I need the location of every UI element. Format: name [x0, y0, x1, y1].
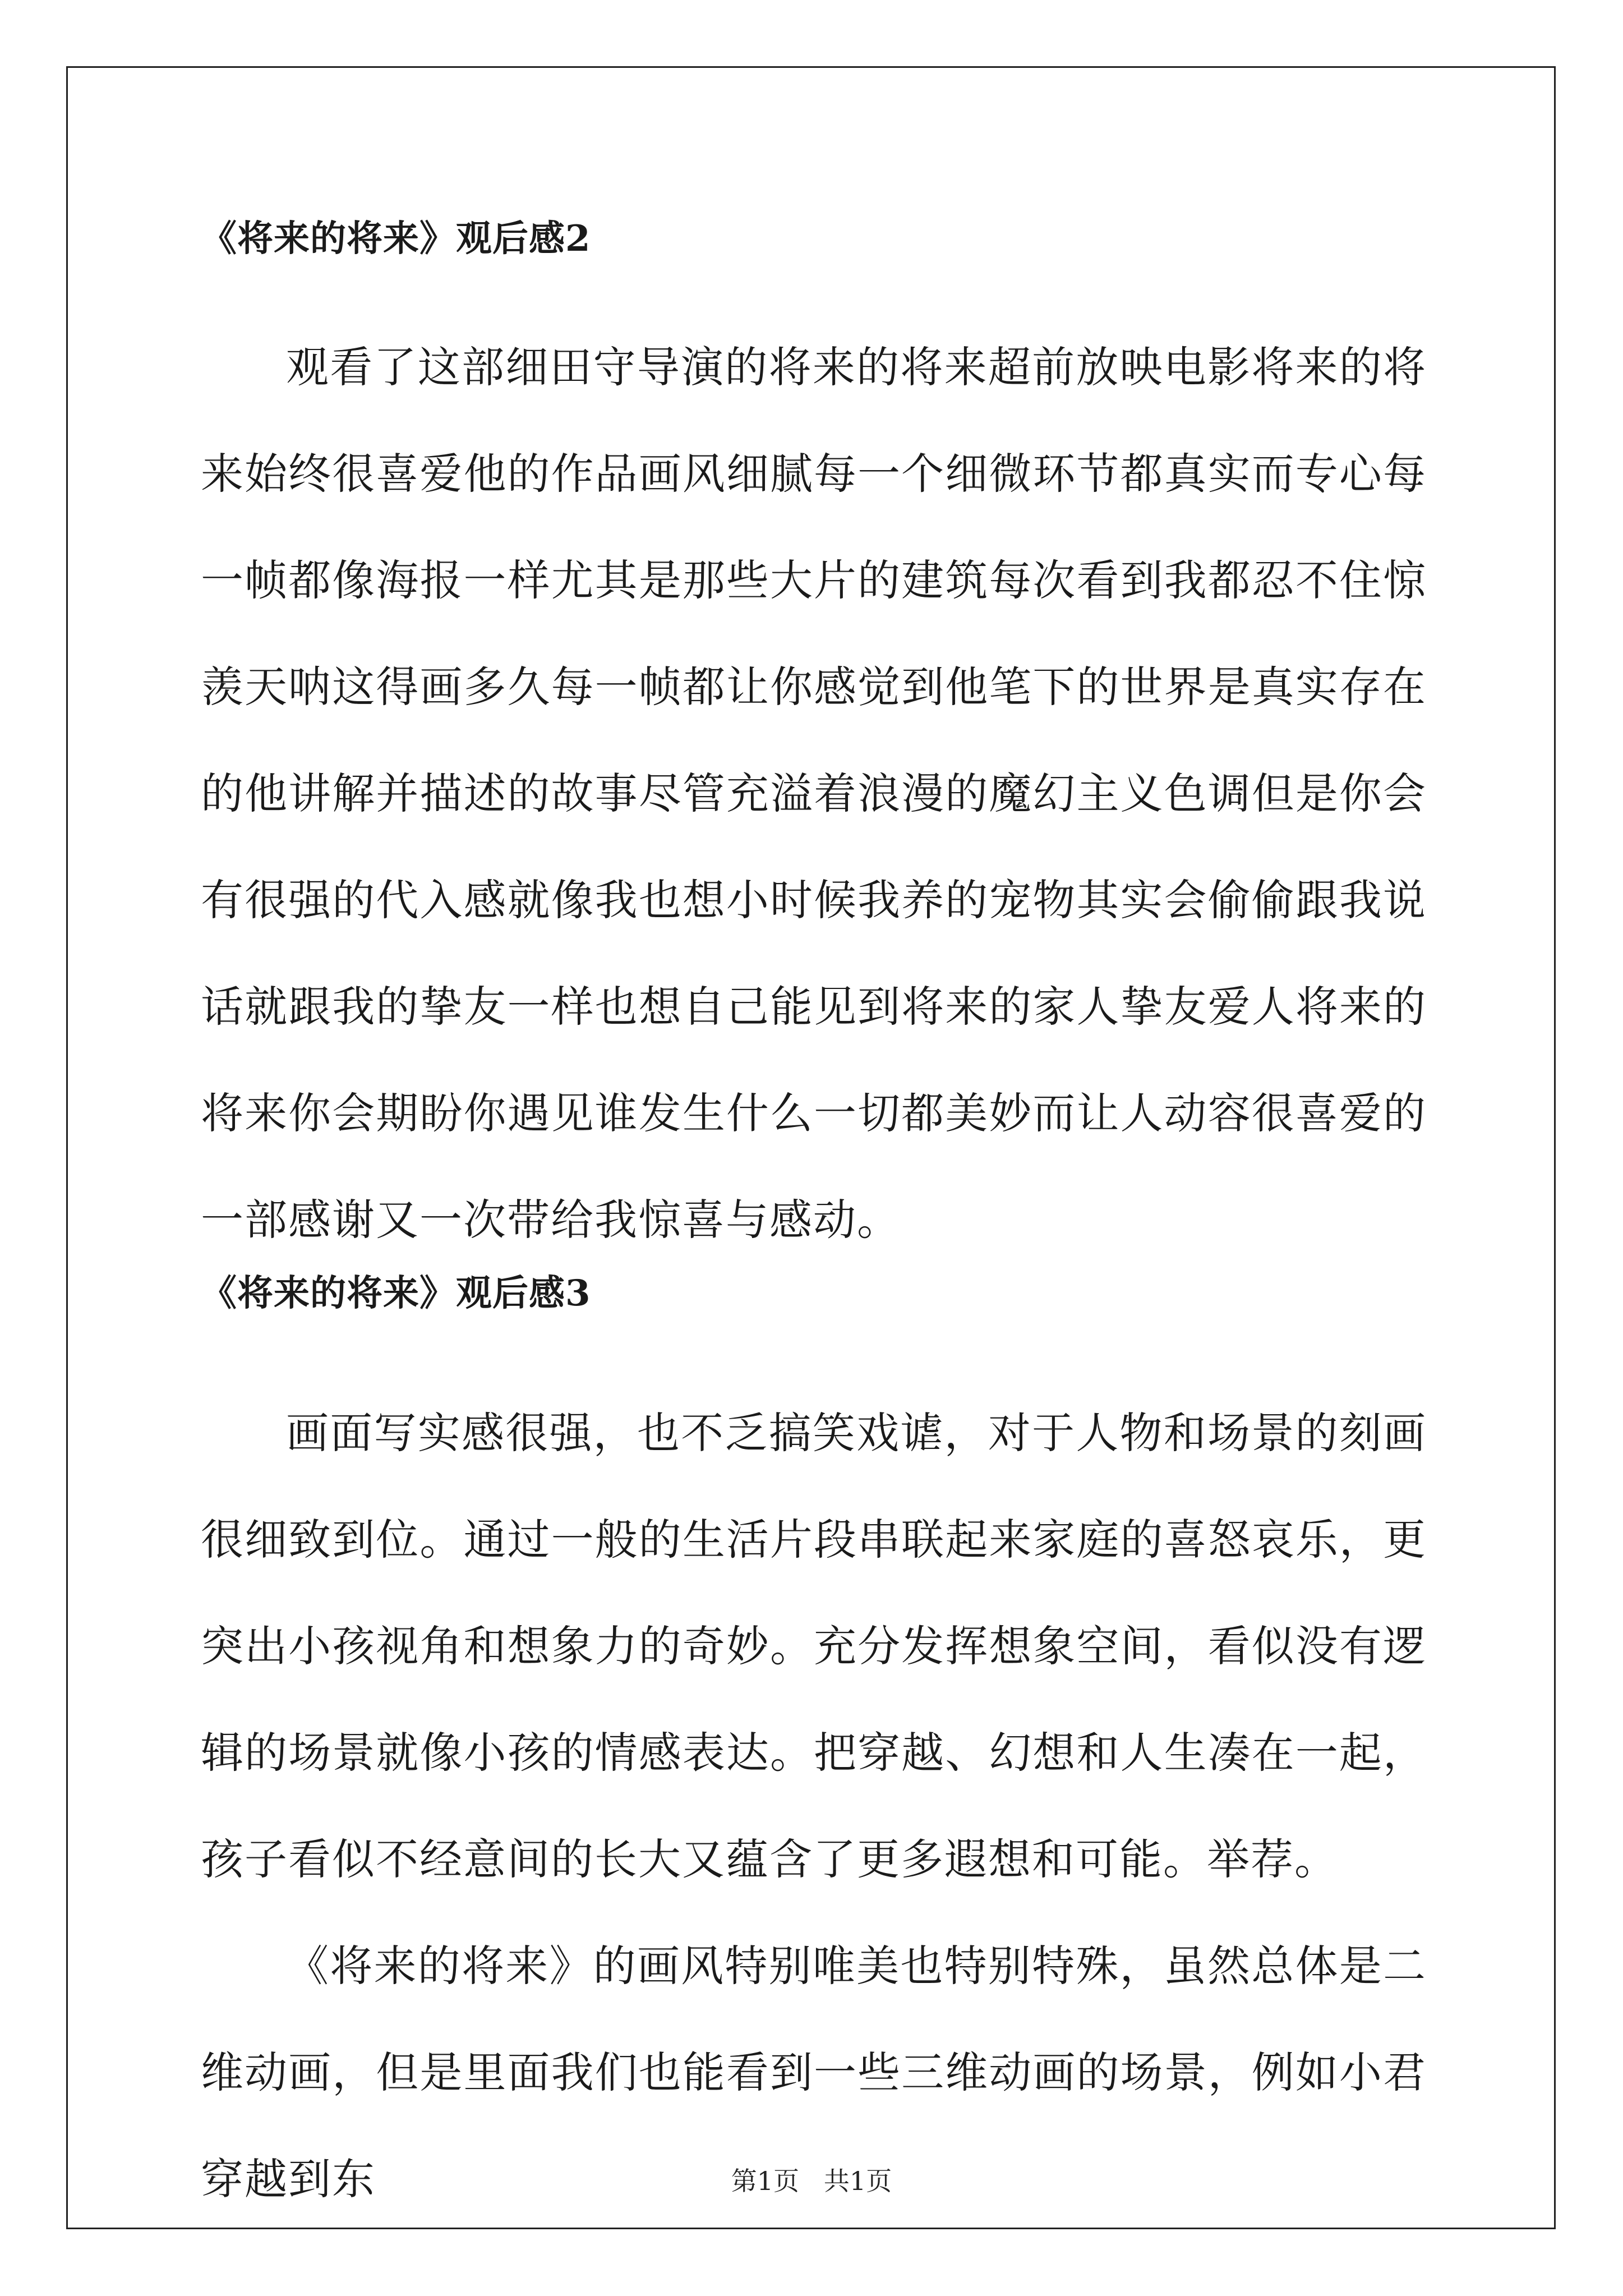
- body-paragraph: 画面写实感很强，也不乏搞笑戏谑，对于人物和场景的刻画很细致到位。通过一般的生活片段串联起来家庭的喜怒哀乐，更突出小孩视角和想象力的奇妙。充分发挥想象空间，看似没有逻辑的场景就像小孩的情感表达。把穿越、幻想和人生凑在一起，孩子看似不经意间的长大又蕴含了更多遐想和可能。举荐。: [201, 1408, 1427, 1884]
- body-paragraph: 观看了这部细田守导演的将来的将来超前放映电影将来的将来始终很喜爱他的作品画风细腻每一个细微环节都真实而专心每一帧都像海报一样尤其是那些大片的建筑每次看到我都忍不住惊羡天呐这得画多久每一帧都让你感觉到他笔下的世界是真实存在的他讲解并描述的故事尽管充溢着浪漫的魔幻主义色调但是你会有很强的代入感就像我也想小时候我养的宠物其实会偷偷跟我说话就跟我的挚友一样也想自己能见到将来的家人挚友爱人将来的将来你会期盼你遇见谁发生什么一切都美妙而让人动容很喜爱的一部感谢又一次带给我惊喜与感动。: [201, 342, 1427, 1245]
- page-footer: 第1页 共1页: [731, 2166, 892, 2196]
- document-body: [201, 219, 1427, 2233]
- body-paragraph: 《将来的将来》的画风特别唯美也特别特殊，虽然总体是二维动画，但是里面我们也能看到一些三维动画的场景，例如小君穿越到东: [201, 1941, 1427, 2204]
- section-heading: 《将来的将来》观后感3: [201, 1272, 591, 1314]
- section-heading: 《将来的将来》观后感2: [201, 218, 591, 260]
